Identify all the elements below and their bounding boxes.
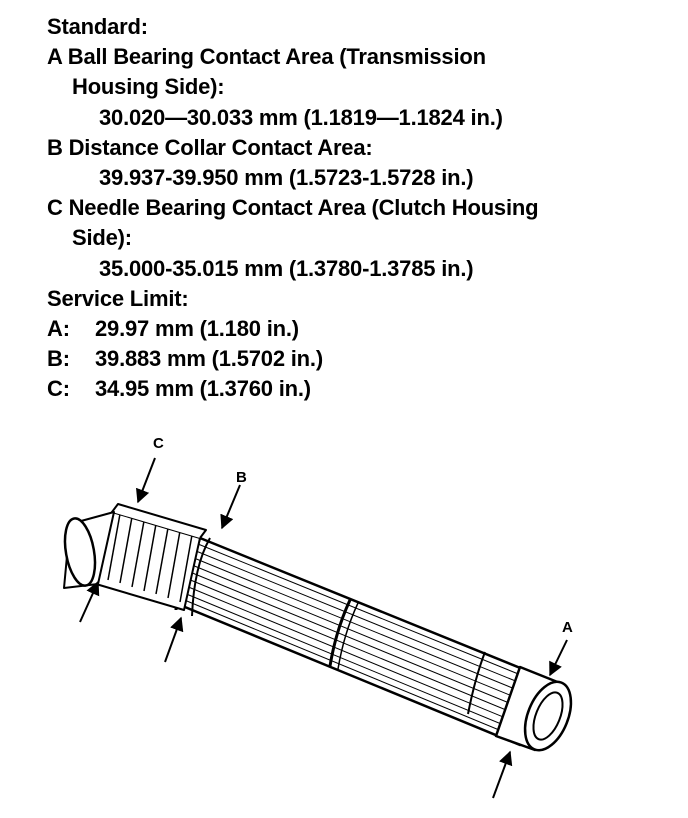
service-limit-heading: Service Limit: (47, 285, 189, 311)
limit-value: 34.95 mm (1.3760 in.) (95, 376, 311, 402)
limit-key: A: (47, 316, 70, 342)
spec-c-value: 35.000-35.015 mm (1.3780-1.3785 in.) (99, 255, 474, 281)
callout-c-label: C (153, 435, 164, 452)
callout-b-label: B (236, 469, 247, 486)
callout-a-label: A (562, 619, 573, 636)
limit-row-b (47, 344, 677, 374)
mainshaft-illustration (0, 420, 688, 818)
specification-block (47, 12, 677, 405)
spec-a-label-continued: Housing Side): (72, 74, 225, 100)
spec-a-label: A Ball Bearing Contact Area (Transmission (47, 44, 486, 70)
limit-row-c (47, 374, 677, 404)
shaft-drawing (60, 504, 580, 757)
spec-b-label: B Distance Collar Contact Area: (47, 134, 373, 160)
spec-a-value: 30.020—30.033 mm (1.1819—1.1824 in.) (99, 104, 503, 130)
limit-value: 29.97 mm (1.180 in.) (95, 316, 299, 342)
limit-value: 39.883 mm (1.5702 in.) (95, 346, 323, 372)
spec-c-label: C Needle Bearing Contact Area (Clutch Housing (47, 195, 539, 221)
limit-row-a (47, 314, 677, 344)
limit-key: C: (47, 376, 70, 402)
standard-heading: Standard: (47, 14, 148, 39)
spec-b-value: 39.937-39.950 mm (1.5723-1.5728 in.) (99, 165, 474, 191)
limit-key: B: (47, 346, 70, 372)
spec-c-label-continued: Side): (72, 225, 132, 251)
